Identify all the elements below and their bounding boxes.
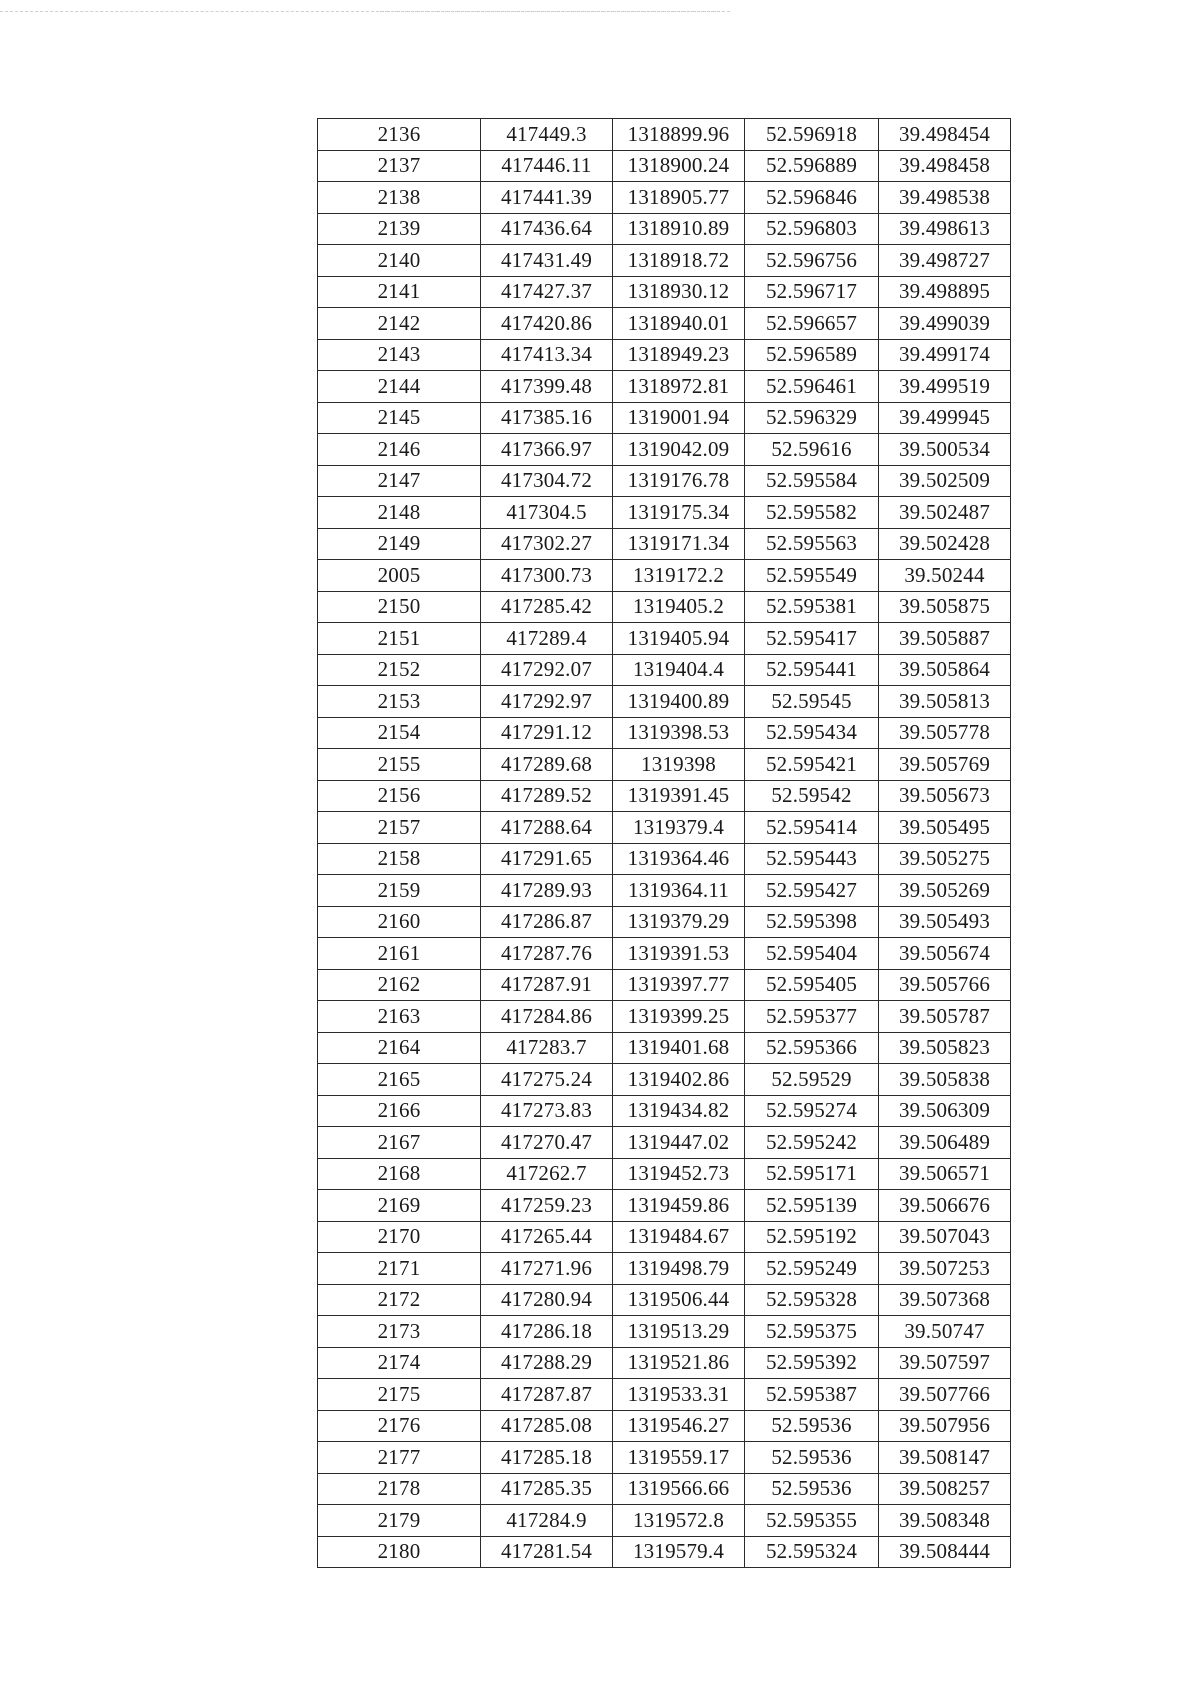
x-coordinate-cell: 417366.97 bbox=[481, 434, 613, 466]
point-number-cell: 2163 bbox=[318, 1001, 481, 1033]
point-number-cell: 2155 bbox=[318, 749, 481, 781]
table-row bbox=[318, 465, 1011, 497]
y-coordinate-cell: 1319452.73 bbox=[613, 1158, 745, 1190]
longitude-cell: 39.507766 bbox=[879, 1379, 1011, 1411]
longitude-cell: 39.498538 bbox=[879, 182, 1011, 214]
latitude-cell: 52.596889 bbox=[745, 150, 879, 182]
y-coordinate-cell: 1318899.96 bbox=[613, 119, 745, 151]
y-coordinate-cell: 1319171.34 bbox=[613, 528, 745, 560]
point-number-cell: 2175 bbox=[318, 1379, 481, 1411]
longitude-cell: 39.498454 bbox=[879, 119, 1011, 151]
point-number-cell: 2138 bbox=[318, 182, 481, 214]
latitude-cell: 52.595549 bbox=[745, 560, 879, 592]
table-row bbox=[318, 276, 1011, 308]
table-row bbox=[318, 1505, 1011, 1537]
latitude-cell: 52.596846 bbox=[745, 182, 879, 214]
latitude-cell: 52.595398 bbox=[745, 906, 879, 938]
table-row bbox=[318, 528, 1011, 560]
y-coordinate-cell: 1318930.12 bbox=[613, 276, 745, 308]
point-number-cell: 2149 bbox=[318, 528, 481, 560]
latitude-cell: 52.59536 bbox=[745, 1442, 879, 1474]
table-row bbox=[318, 245, 1011, 277]
y-coordinate-cell: 1318949.23 bbox=[613, 339, 745, 371]
longitude-cell: 39.499039 bbox=[879, 308, 1011, 340]
point-number-cell: 2169 bbox=[318, 1190, 481, 1222]
x-coordinate-cell: 417431.49 bbox=[481, 245, 613, 277]
table-row bbox=[318, 1127, 1011, 1159]
longitude-cell: 39.506309 bbox=[879, 1095, 1011, 1127]
x-coordinate-cell: 417284.9 bbox=[481, 1505, 613, 1537]
x-coordinate-cell: 417292.97 bbox=[481, 686, 613, 718]
longitude-cell: 39.505493 bbox=[879, 906, 1011, 938]
latitude-cell: 52.595274 bbox=[745, 1095, 879, 1127]
latitude-cell: 52.595171 bbox=[745, 1158, 879, 1190]
table-row bbox=[318, 434, 1011, 466]
latitude-cell: 52.595355 bbox=[745, 1505, 879, 1537]
table-row bbox=[318, 623, 1011, 655]
longitude-cell: 39.507043 bbox=[879, 1221, 1011, 1253]
latitude-cell: 52.595405 bbox=[745, 969, 879, 1001]
point-number-cell: 2136 bbox=[318, 119, 481, 151]
table-row bbox=[318, 560, 1011, 592]
x-coordinate-cell: 417287.76 bbox=[481, 938, 613, 970]
y-coordinate-cell: 1319379.4 bbox=[613, 812, 745, 844]
y-coordinate-cell: 1319402.86 bbox=[613, 1064, 745, 1096]
latitude-cell: 52.59536 bbox=[745, 1473, 879, 1505]
point-number-cell: 2139 bbox=[318, 213, 481, 245]
latitude-cell: 52.596717 bbox=[745, 276, 879, 308]
point-number-cell: 2156 bbox=[318, 780, 481, 812]
x-coordinate-cell: 417420.86 bbox=[481, 308, 613, 340]
coordinates-table bbox=[317, 118, 1011, 1568]
point-number-cell: 2172 bbox=[318, 1284, 481, 1316]
y-coordinate-cell: 1319364.46 bbox=[613, 843, 745, 875]
table-row bbox=[318, 717, 1011, 749]
latitude-cell: 52.595328 bbox=[745, 1284, 879, 1316]
table-row bbox=[318, 1253, 1011, 1285]
y-coordinate-cell: 1319399.25 bbox=[613, 1001, 745, 1033]
x-coordinate-cell: 417283.7 bbox=[481, 1032, 613, 1064]
longitude-cell: 39.507956 bbox=[879, 1410, 1011, 1442]
point-number-cell: 2168 bbox=[318, 1158, 481, 1190]
longitude-cell: 39.505875 bbox=[879, 591, 1011, 623]
y-coordinate-cell: 1319398 bbox=[613, 749, 745, 781]
latitude-cell: 52.595563 bbox=[745, 528, 879, 560]
y-coordinate-cell: 1319572.8 bbox=[613, 1505, 745, 1537]
x-coordinate-cell: 417300.73 bbox=[481, 560, 613, 592]
x-coordinate-cell: 417285.08 bbox=[481, 1410, 613, 1442]
latitude-cell: 52.596803 bbox=[745, 213, 879, 245]
y-coordinate-cell: 1318940.01 bbox=[613, 308, 745, 340]
x-coordinate-cell: 417291.65 bbox=[481, 843, 613, 875]
table-row bbox=[318, 749, 1011, 781]
latitude-cell: 52.59536 bbox=[745, 1410, 879, 1442]
point-number-cell: 2165 bbox=[318, 1064, 481, 1096]
x-coordinate-cell: 417449.3 bbox=[481, 119, 613, 151]
point-number-cell: 2167 bbox=[318, 1127, 481, 1159]
point-number-cell: 2161 bbox=[318, 938, 481, 970]
longitude-cell: 39.505769 bbox=[879, 749, 1011, 781]
x-coordinate-cell: 417262.7 bbox=[481, 1158, 613, 1190]
table-row bbox=[318, 182, 1011, 214]
longitude-cell: 39.499945 bbox=[879, 402, 1011, 434]
x-coordinate-cell: 417399.48 bbox=[481, 371, 613, 403]
y-coordinate-cell: 1319498.79 bbox=[613, 1253, 745, 1285]
latitude-cell: 52.595584 bbox=[745, 465, 879, 497]
longitude-cell: 39.498727 bbox=[879, 245, 1011, 277]
x-coordinate-cell: 417289.52 bbox=[481, 780, 613, 812]
table-row bbox=[318, 1347, 1011, 1379]
longitude-cell: 39.505823 bbox=[879, 1032, 1011, 1064]
point-number-cell: 2147 bbox=[318, 465, 481, 497]
table-row bbox=[318, 906, 1011, 938]
y-coordinate-cell: 1319364.11 bbox=[613, 875, 745, 907]
point-number-cell: 2146 bbox=[318, 434, 481, 466]
table-row bbox=[318, 1473, 1011, 1505]
y-coordinate-cell: 1319404.4 bbox=[613, 654, 745, 686]
x-coordinate-cell: 417446.11 bbox=[481, 150, 613, 182]
point-number-cell: 2152 bbox=[318, 654, 481, 686]
y-coordinate-cell: 1319400.89 bbox=[613, 686, 745, 718]
latitude-cell: 52.595249 bbox=[745, 1253, 879, 1285]
y-coordinate-cell: 1319175.34 bbox=[613, 497, 745, 529]
latitude-cell: 52.595434 bbox=[745, 717, 879, 749]
longitude-cell: 39.498613 bbox=[879, 213, 1011, 245]
longitude-cell: 39.498458 bbox=[879, 150, 1011, 182]
longitude-cell: 39.505766 bbox=[879, 969, 1011, 1001]
x-coordinate-cell: 417275.24 bbox=[481, 1064, 613, 1096]
y-coordinate-cell: 1319579.4 bbox=[613, 1536, 745, 1568]
table-row bbox=[318, 938, 1011, 970]
longitude-cell: 39.499519 bbox=[879, 371, 1011, 403]
point-number-cell: 2005 bbox=[318, 560, 481, 592]
point-number-cell: 2171 bbox=[318, 1253, 481, 1285]
y-coordinate-cell: 1319001.94 bbox=[613, 402, 745, 434]
x-coordinate-cell: 417280.94 bbox=[481, 1284, 613, 1316]
longitude-cell: 39.498895 bbox=[879, 276, 1011, 308]
x-coordinate-cell: 417291.12 bbox=[481, 717, 613, 749]
x-coordinate-cell: 417289.4 bbox=[481, 623, 613, 655]
y-coordinate-cell: 1319405.94 bbox=[613, 623, 745, 655]
table-row bbox=[318, 308, 1011, 340]
table-row bbox=[318, 1032, 1011, 1064]
point-number-cell: 2150 bbox=[318, 591, 481, 623]
x-coordinate-cell: 417288.29 bbox=[481, 1347, 613, 1379]
longitude-cell: 39.508147 bbox=[879, 1442, 1011, 1474]
x-coordinate-cell: 417292.07 bbox=[481, 654, 613, 686]
latitude-cell: 52.595421 bbox=[745, 749, 879, 781]
x-coordinate-cell: 417271.96 bbox=[481, 1253, 613, 1285]
latitude-cell: 52.595443 bbox=[745, 843, 879, 875]
x-coordinate-cell: 417286.87 bbox=[481, 906, 613, 938]
longitude-cell: 39.507597 bbox=[879, 1347, 1011, 1379]
x-coordinate-cell: 417385.16 bbox=[481, 402, 613, 434]
x-coordinate-cell: 417273.83 bbox=[481, 1095, 613, 1127]
point-number-cell: 2173 bbox=[318, 1316, 481, 1348]
y-coordinate-cell: 1319521.86 bbox=[613, 1347, 745, 1379]
latitude-cell: 52.595404 bbox=[745, 938, 879, 970]
latitude-cell: 52.595375 bbox=[745, 1316, 879, 1348]
longitude-cell: 39.508444 bbox=[879, 1536, 1011, 1568]
point-number-cell: 2170 bbox=[318, 1221, 481, 1253]
point-number-cell: 2166 bbox=[318, 1095, 481, 1127]
point-number-cell: 2158 bbox=[318, 843, 481, 875]
longitude-cell: 39.505674 bbox=[879, 938, 1011, 970]
y-coordinate-cell: 1319513.29 bbox=[613, 1316, 745, 1348]
table-row bbox=[318, 1001, 1011, 1033]
x-coordinate-cell: 417304.5 bbox=[481, 497, 613, 529]
scan-edge-artifact-right bbox=[380, 11, 720, 12]
latitude-cell: 52.595414 bbox=[745, 812, 879, 844]
latitude-cell: 52.596756 bbox=[745, 245, 879, 277]
point-number-cell: 2160 bbox=[318, 906, 481, 938]
table-row bbox=[318, 843, 1011, 875]
x-coordinate-cell: 417427.37 bbox=[481, 276, 613, 308]
x-coordinate-cell: 417270.47 bbox=[481, 1127, 613, 1159]
x-coordinate-cell: 417286.18 bbox=[481, 1316, 613, 1348]
y-coordinate-cell: 1319506.44 bbox=[613, 1284, 745, 1316]
y-coordinate-cell: 1319391.53 bbox=[613, 938, 745, 970]
latitude-cell: 52.59545 bbox=[745, 686, 879, 718]
table-row bbox=[318, 780, 1011, 812]
table-row bbox=[318, 654, 1011, 686]
point-number-cell: 2178 bbox=[318, 1473, 481, 1505]
table-row bbox=[318, 969, 1011, 1001]
longitude-cell: 39.502487 bbox=[879, 497, 1011, 529]
y-coordinate-cell: 1319176.78 bbox=[613, 465, 745, 497]
longitude-cell: 39.50747 bbox=[879, 1316, 1011, 1348]
table-row bbox=[318, 812, 1011, 844]
x-coordinate-cell: 417289.68 bbox=[481, 749, 613, 781]
latitude-cell: 52.595441 bbox=[745, 654, 879, 686]
longitude-cell: 39.508348 bbox=[879, 1505, 1011, 1537]
y-coordinate-cell: 1319172.2 bbox=[613, 560, 745, 592]
y-coordinate-cell: 1319401.68 bbox=[613, 1032, 745, 1064]
table-row bbox=[318, 213, 1011, 245]
table-row bbox=[318, 1410, 1011, 1442]
latitude-cell: 52.595392 bbox=[745, 1347, 879, 1379]
table-row bbox=[318, 1064, 1011, 1096]
coordinates-table-body bbox=[318, 119, 1011, 1568]
y-coordinate-cell: 1319459.86 bbox=[613, 1190, 745, 1222]
y-coordinate-cell: 1319546.27 bbox=[613, 1410, 745, 1442]
point-number-cell: 2143 bbox=[318, 339, 481, 371]
table-row bbox=[318, 1284, 1011, 1316]
longitude-cell: 39.502428 bbox=[879, 528, 1011, 560]
latitude-cell: 52.595387 bbox=[745, 1379, 879, 1411]
table-row bbox=[318, 875, 1011, 907]
longitude-cell: 39.507253 bbox=[879, 1253, 1011, 1285]
latitude-cell: 52.596329 bbox=[745, 402, 879, 434]
table-row bbox=[318, 1095, 1011, 1127]
table-row bbox=[318, 497, 1011, 529]
point-number-cell: 2176 bbox=[318, 1410, 481, 1442]
longitude-cell: 39.500534 bbox=[879, 434, 1011, 466]
latitude-cell: 52.595139 bbox=[745, 1190, 879, 1222]
latitude-cell: 52.595242 bbox=[745, 1127, 879, 1159]
x-coordinate-cell: 417436.64 bbox=[481, 213, 613, 245]
point-number-cell: 2157 bbox=[318, 812, 481, 844]
latitude-cell: 52.596657 bbox=[745, 308, 879, 340]
longitude-cell: 39.505813 bbox=[879, 686, 1011, 718]
table-row bbox=[318, 1158, 1011, 1190]
x-coordinate-cell: 417285.18 bbox=[481, 1442, 613, 1474]
x-coordinate-cell: 417284.86 bbox=[481, 1001, 613, 1033]
y-coordinate-cell: 1318918.72 bbox=[613, 245, 745, 277]
y-coordinate-cell: 1319559.17 bbox=[613, 1442, 745, 1474]
x-coordinate-cell: 417288.64 bbox=[481, 812, 613, 844]
latitude-cell: 52.595324 bbox=[745, 1536, 879, 1568]
longitude-cell: 39.505269 bbox=[879, 875, 1011, 907]
x-coordinate-cell: 417281.54 bbox=[481, 1536, 613, 1568]
point-number-cell: 2148 bbox=[318, 497, 481, 529]
point-number-cell: 2153 bbox=[318, 686, 481, 718]
y-coordinate-cell: 1319484.67 bbox=[613, 1221, 745, 1253]
latitude-cell: 52.595377 bbox=[745, 1001, 879, 1033]
longitude-cell: 39.505787 bbox=[879, 1001, 1011, 1033]
y-coordinate-cell: 1319391.45 bbox=[613, 780, 745, 812]
longitude-cell: 39.502509 bbox=[879, 465, 1011, 497]
y-coordinate-cell: 1318910.89 bbox=[613, 213, 745, 245]
y-coordinate-cell: 1319379.29 bbox=[613, 906, 745, 938]
point-number-cell: 2154 bbox=[318, 717, 481, 749]
latitude-cell: 52.595192 bbox=[745, 1221, 879, 1253]
point-number-cell: 2174 bbox=[318, 1347, 481, 1379]
longitude-cell: 39.505495 bbox=[879, 812, 1011, 844]
table-row bbox=[318, 1316, 1011, 1348]
point-number-cell: 2151 bbox=[318, 623, 481, 655]
point-number-cell: 2177 bbox=[318, 1442, 481, 1474]
table-row bbox=[318, 686, 1011, 718]
x-coordinate-cell: 417413.34 bbox=[481, 339, 613, 371]
y-coordinate-cell: 1319533.31 bbox=[613, 1379, 745, 1411]
x-coordinate-cell: 417287.87 bbox=[481, 1379, 613, 1411]
table-row bbox=[318, 402, 1011, 434]
table-row bbox=[318, 591, 1011, 623]
longitude-cell: 39.506676 bbox=[879, 1190, 1011, 1222]
latitude-cell: 52.595427 bbox=[745, 875, 879, 907]
point-number-cell: 2142 bbox=[318, 308, 481, 340]
longitude-cell: 39.505864 bbox=[879, 654, 1011, 686]
x-coordinate-cell: 417304.72 bbox=[481, 465, 613, 497]
point-number-cell: 2162 bbox=[318, 969, 481, 1001]
latitude-cell: 52.596589 bbox=[745, 339, 879, 371]
longitude-cell: 39.505887 bbox=[879, 623, 1011, 655]
y-coordinate-cell: 1319434.82 bbox=[613, 1095, 745, 1127]
x-coordinate-cell: 417441.39 bbox=[481, 182, 613, 214]
table-row bbox=[318, 150, 1011, 182]
x-coordinate-cell: 417285.35 bbox=[481, 1473, 613, 1505]
latitude-cell: 52.596461 bbox=[745, 371, 879, 403]
table-row bbox=[318, 371, 1011, 403]
table-row bbox=[318, 1379, 1011, 1411]
latitude-cell: 52.595582 bbox=[745, 497, 879, 529]
latitude-cell: 52.595417 bbox=[745, 623, 879, 655]
table-row bbox=[318, 1536, 1011, 1568]
point-number-cell: 2164 bbox=[318, 1032, 481, 1064]
point-number-cell: 2141 bbox=[318, 276, 481, 308]
x-coordinate-cell: 417302.27 bbox=[481, 528, 613, 560]
latitude-cell: 52.596918 bbox=[745, 119, 879, 151]
point-number-cell: 2180 bbox=[318, 1536, 481, 1568]
point-number-cell: 2137 bbox=[318, 150, 481, 182]
point-number-cell: 2145 bbox=[318, 402, 481, 434]
latitude-cell: 52.59529 bbox=[745, 1064, 879, 1096]
longitude-cell: 39.505673 bbox=[879, 780, 1011, 812]
latitude-cell: 52.59616 bbox=[745, 434, 879, 466]
point-number-cell: 2140 bbox=[318, 245, 481, 277]
table-row bbox=[318, 1190, 1011, 1222]
x-coordinate-cell: 417289.93 bbox=[481, 875, 613, 907]
point-number-cell: 2159 bbox=[318, 875, 481, 907]
y-coordinate-cell: 1319042.09 bbox=[613, 434, 745, 466]
table-row bbox=[318, 1442, 1011, 1474]
point-number-cell: 2179 bbox=[318, 1505, 481, 1537]
longitude-cell: 39.506571 bbox=[879, 1158, 1011, 1190]
longitude-cell: 39.499174 bbox=[879, 339, 1011, 371]
y-coordinate-cell: 1319447.02 bbox=[613, 1127, 745, 1159]
table-row bbox=[318, 339, 1011, 371]
point-number-cell: 2144 bbox=[318, 371, 481, 403]
latitude-cell: 52.59542 bbox=[745, 780, 879, 812]
longitude-cell: 39.507368 bbox=[879, 1284, 1011, 1316]
y-coordinate-cell: 1318972.81 bbox=[613, 371, 745, 403]
y-coordinate-cell: 1318900.24 bbox=[613, 150, 745, 182]
longitude-cell: 39.505778 bbox=[879, 717, 1011, 749]
y-coordinate-cell: 1319398.53 bbox=[613, 717, 745, 749]
y-coordinate-cell: 1319397.77 bbox=[613, 969, 745, 1001]
x-coordinate-cell: 417287.91 bbox=[481, 969, 613, 1001]
longitude-cell: 39.508257 bbox=[879, 1473, 1011, 1505]
longitude-cell: 39.506489 bbox=[879, 1127, 1011, 1159]
table-row bbox=[318, 119, 1011, 151]
y-coordinate-cell: 1319566.66 bbox=[613, 1473, 745, 1505]
x-coordinate-cell: 417265.44 bbox=[481, 1221, 613, 1253]
latitude-cell: 52.595381 bbox=[745, 591, 879, 623]
latitude-cell: 52.595366 bbox=[745, 1032, 879, 1064]
y-coordinate-cell: 1319405.2 bbox=[613, 591, 745, 623]
longitude-cell: 39.50244 bbox=[879, 560, 1011, 592]
y-coordinate-cell: 1318905.77 bbox=[613, 182, 745, 214]
table-row bbox=[318, 1221, 1011, 1253]
longitude-cell: 39.505838 bbox=[879, 1064, 1011, 1096]
x-coordinate-cell: 417285.42 bbox=[481, 591, 613, 623]
longitude-cell: 39.505275 bbox=[879, 843, 1011, 875]
x-coordinate-cell: 417259.23 bbox=[481, 1190, 613, 1222]
